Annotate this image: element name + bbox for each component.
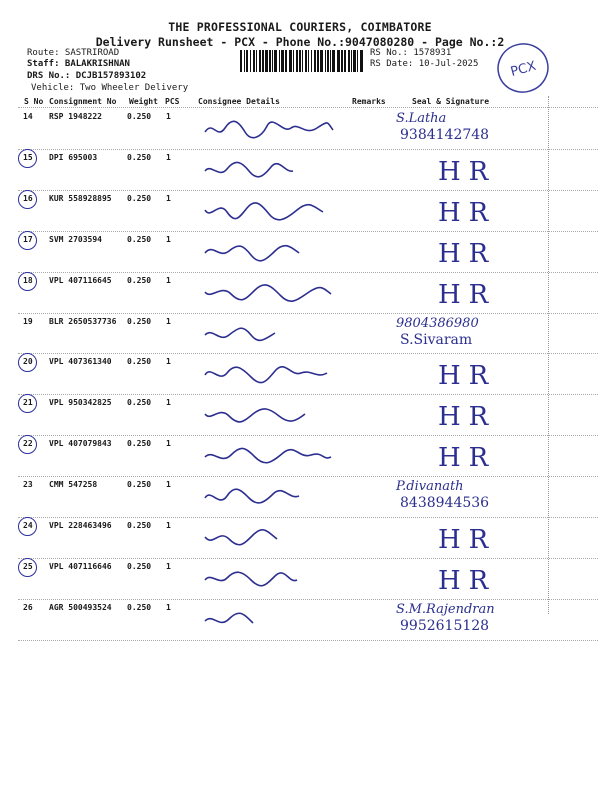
consignee-scribble (205, 613, 253, 623)
seal-signature: HR (438, 197, 497, 228)
barcode-bar (311, 50, 312, 72)
row-weight: 0.250 (127, 439, 152, 449)
row-rule (18, 353, 598, 354)
barcode-bar (341, 50, 343, 72)
row-weight: 0.250 (127, 316, 152, 326)
row-pcs: 1 (166, 439, 171, 449)
barcode-bar (240, 50, 242, 72)
barcode-bar (281, 50, 284, 72)
row-pcs: 1 (166, 152, 171, 162)
row-pcs: 1 (166, 234, 171, 244)
barcode-bar (344, 50, 346, 72)
seal-signature: HR (438, 156, 497, 187)
row-weight: 0.250 (127, 480, 152, 490)
row-consignment: VPL 407116646 (49, 561, 112, 571)
col-sno: S No (24, 97, 44, 106)
barcode (240, 50, 364, 72)
row-sno: 26 (23, 602, 33, 612)
seal-signature: S.M.Rajendran (396, 601, 495, 617)
row-consignment: SVM 2703594 (49, 234, 102, 244)
row-sno: 24 (23, 521, 33, 530)
barcode-bar (274, 50, 277, 72)
consignee-scribble (205, 162, 293, 176)
header-rule (18, 107, 598, 108)
row-pcs: 1 (166, 521, 171, 530)
seal-signature: HR (438, 525, 497, 555)
row-weight: 0.250 (127, 561, 152, 571)
col-seal: Seal & Signature (412, 97, 490, 106)
barcode-bar (360, 50, 363, 72)
row-consignment: VPL 407361340 (49, 357, 112, 367)
consignee-scribble (205, 409, 305, 422)
consignee-scribble (205, 367, 327, 383)
row-weight: 0.250 (127, 234, 152, 244)
seal-signature: HR (438, 279, 497, 310)
seal-signature: HR (438, 361, 497, 392)
barcode-bar (332, 50, 335, 72)
row-rule (18, 476, 598, 477)
consignee-scribble (205, 328, 275, 340)
barcode-bar (285, 50, 287, 72)
row-rule (18, 435, 598, 436)
seal-signature: S.Latha (396, 111, 447, 126)
row-consignment: KUR 558928895 (49, 193, 112, 203)
barcode-bar (253, 50, 255, 72)
row-sno: 15 (23, 152, 33, 162)
row-pcs: 1 (166, 316, 171, 326)
barcode-bar (348, 50, 350, 72)
row-rule (18, 190, 598, 191)
row-weight: 0.250 (127, 275, 152, 285)
row-weight: 0.250 (127, 398, 152, 408)
barcode-bar (317, 50, 319, 72)
consignee-scribble (205, 203, 323, 220)
row-sno: 14 (23, 112, 33, 121)
row-rule (18, 558, 598, 559)
seal-signature: HR (438, 238, 497, 269)
row-rule (18, 313, 598, 314)
barcode-bar (256, 50, 257, 72)
consignee-scribble (205, 572, 297, 586)
row-rule (18, 599, 598, 600)
consignee-handwriting (205, 323, 335, 347)
consignee-handwriting (205, 200, 335, 224)
seal-extra: 9952615128 (400, 617, 490, 634)
row-weight: 0.250 (127, 357, 152, 367)
barcode-bar (272, 50, 273, 72)
consignee-handwriting (205, 118, 335, 142)
row-consignment: RSP 1948222 (49, 112, 102, 121)
row-sno: 16 (23, 193, 33, 203)
seal-signature: HR (438, 565, 497, 596)
barcode-bar (327, 50, 329, 72)
runsheet-subtitle: Delivery Runsheet - PCX - Phone No.:9047080280 - Page No.:2 (95, 35, 505, 49)
row-rule (18, 394, 598, 395)
barcode-bar (262, 50, 264, 72)
col-weight: Weight (129, 97, 158, 106)
col-pcs: PCS (165, 97, 180, 106)
row-rule (18, 640, 598, 641)
row-sno: 25 (23, 561, 33, 571)
seal-extra: 9384142748 (400, 127, 490, 143)
barcode-bar (357, 50, 358, 72)
consignee-handwriting (205, 404, 335, 428)
row-rule (18, 231, 598, 232)
row-consignment: BLR 2650537736 (49, 316, 117, 326)
barcode-bar (269, 50, 271, 72)
row-consignment: VPL 407116645 (49, 275, 112, 285)
row-pcs: 1 (166, 561, 171, 571)
barcode-bar (265, 50, 268, 72)
row-weight: 0.250 (127, 112, 152, 121)
row-pcs: 1 (166, 357, 171, 367)
barcode-bar (305, 50, 307, 72)
drs-number: DRS No.: DCJB157893102 (27, 71, 147, 81)
consignee-handwriting (205, 363, 335, 387)
barcode-bar (314, 50, 316, 72)
seal-signature: P.divanath (396, 479, 464, 495)
barcode-bar (250, 50, 251, 72)
row-sno: 17 (23, 234, 33, 244)
row-pcs: 1 (166, 112, 171, 121)
staff-label: Staff: BALAKRISHNAN (27, 59, 130, 69)
row-sno: 20 (23, 357, 33, 367)
seal-signature: HR (438, 443, 497, 474)
row-sno: 19 (23, 316, 33, 326)
row-rule (18, 272, 598, 273)
consignee-scribble (205, 121, 333, 137)
rs-number: RS No.: 1578931 (370, 48, 452, 58)
barcode-bar (330, 50, 331, 72)
consignee-scribble (205, 530, 277, 545)
row-consignment: VPL 228463496 (49, 521, 112, 530)
row-sno: 23 (23, 480, 33, 490)
row-pcs: 1 (166, 193, 171, 203)
seal-extra: 8438944536 (400, 495, 490, 512)
seal-extra: S.Sivaram (400, 331, 473, 348)
barcode-bar (353, 50, 356, 72)
row-rule (18, 517, 598, 518)
barcode-bar (244, 50, 245, 72)
pcx-stamp (495, 40, 551, 96)
row-consignment: DPI 695003 (49, 152, 98, 162)
row-consignment: VPL 950342825 (49, 398, 112, 408)
barcode-bar (337, 50, 340, 72)
consignee-scribble (205, 245, 299, 260)
consignee-handwriting (205, 241, 335, 265)
barcode-bar (351, 50, 352, 72)
row-consignment: CMM 547258 (49, 480, 98, 490)
row-sno: 18 (23, 275, 33, 285)
seal-signature: HR (438, 402, 497, 433)
route-label: Route: SASTRIROAD (27, 48, 120, 58)
row-pcs: 1 (166, 480, 171, 490)
col-remarks: Remarks (352, 97, 386, 106)
barcode-bar (302, 50, 303, 72)
consignee-scribble (205, 489, 299, 503)
row-weight: 0.250 (127, 152, 152, 162)
consignee-scribble (205, 284, 331, 300)
barcode-bar (279, 50, 280, 72)
consignee-handwriting (205, 445, 335, 469)
consignee-handwriting (205, 527, 335, 551)
seal-signature: 9804386980 (396, 315, 479, 331)
row-consignment: VPL 407079843 (49, 439, 112, 449)
col-consignment: Consignment No (49, 97, 117, 106)
vehicle-label: Vehicle: Two Wheeler Delivery (31, 83, 189, 93)
row-weight: 0.250 (127, 521, 152, 530)
consignee-scribble (205, 449, 331, 463)
barcode-bar (325, 50, 326, 72)
row-sno: 22 (23, 439, 33, 449)
stamp-text: PCX (508, 58, 538, 81)
consignee-handwriting (205, 159, 335, 183)
row-sno: 21 (23, 398, 33, 408)
consignee-handwriting (205, 609, 335, 633)
rs-date: RS Date: 10-Jul-2025 (370, 59, 479, 69)
row-rule (18, 149, 598, 150)
barcode-bar (259, 50, 261, 72)
right-rule (548, 96, 549, 614)
consignee-handwriting (205, 486, 335, 510)
row-pcs: 1 (166, 275, 171, 285)
row-consignment: AGR 500493524 (49, 602, 112, 612)
barcode-bar (289, 50, 292, 72)
company-title: THE PROFESSIONAL COURIERS, COIMBATORE (168, 20, 432, 34)
col-consignee: Consignee Details (198, 97, 280, 106)
barcode-bar (296, 50, 298, 72)
barcode-bar (293, 50, 294, 72)
barcode-bar (320, 50, 323, 72)
consignee-handwriting (205, 568, 335, 592)
barcode-bar (246, 50, 248, 72)
row-pcs: 1 (166, 398, 171, 408)
consignee-handwriting (205, 282, 335, 306)
row-pcs: 1 (166, 602, 171, 612)
barcode-bar (299, 50, 301, 72)
row-weight: 0.250 (127, 602, 152, 612)
row-weight: 0.250 (127, 193, 152, 203)
barcode-bar (308, 50, 309, 72)
